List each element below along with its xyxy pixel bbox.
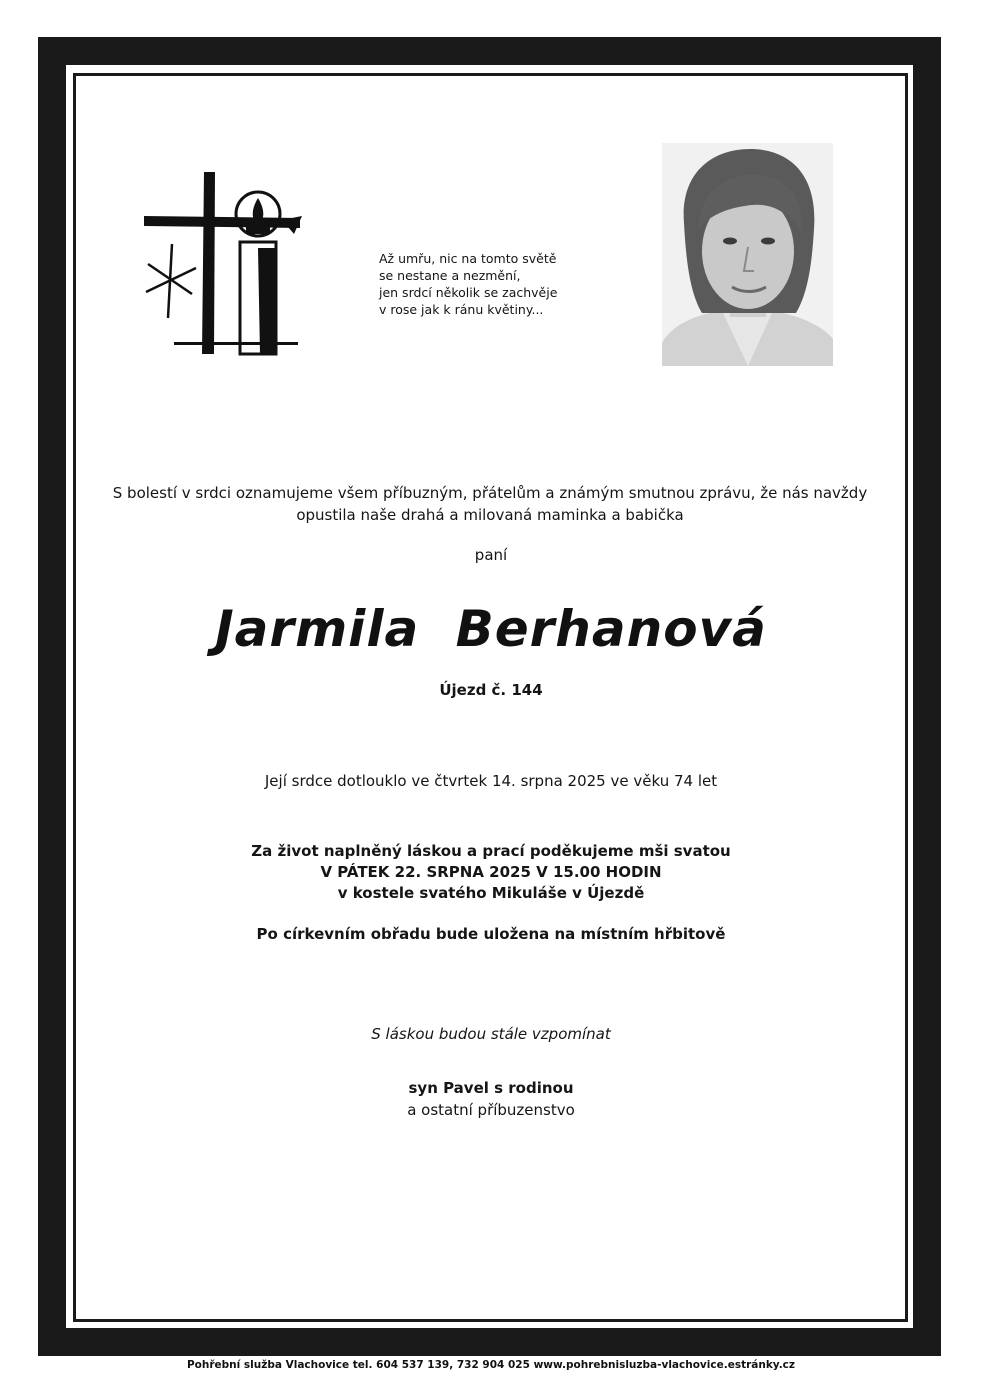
funeral-line: Za život naplněný láskou a prací poděkujeme mši svatou [251, 842, 731, 860]
funeral-line: V PÁTEK 22. SRPNA 2025 V 15.00 HODIN [320, 863, 662, 881]
portrait-photo [662, 143, 833, 366]
remembrance-line: S láskou budou stále vzpomínat [371, 1025, 611, 1043]
funeral-service-footer: Pohřební služba Vlachovice tel. 604 537 139, 732 904 025 www.pohrebnisluzba-vlachovice.estránky.cz [186, 1359, 796, 1371]
poem [379, 250, 639, 318]
family-signature [0, 1077, 982, 1121]
family-line: syn Pavel s rodinou [408, 1079, 574, 1097]
salutation: paní [474, 546, 508, 564]
burial-info: Po církevním obřadu bude uložena na místním hřbitově [256, 925, 726, 943]
family-line: a ostatní příbuzenstvo [407, 1101, 575, 1119]
deceased-address: Újezd č. 144 [439, 681, 543, 699]
announcement [100, 482, 880, 526]
deceased-name: Jarmila Berhanová [215, 600, 767, 658]
announcement-line: S bolestí v srdci oznamujeme všem příbuzným, přátelům a známým smutnou zprávu, že nás navždy [112, 484, 868, 502]
poem-line: v rose jak k ránu květiny... [379, 302, 544, 317]
death-notice: Její srdce dotlouklo ve čtvrtek 14. srpna 2025 ve věku 74 let [264, 772, 718, 790]
cross-candle-icon [142, 168, 304, 356]
poem-line: Až umřu, nic na tomto světě [379, 251, 557, 266]
poem-line: jen srdcí několik se zachvěje [379, 285, 558, 300]
funeral-info [0, 841, 982, 904]
poem-line: se nestane a nezmění, [379, 268, 521, 283]
announcement-line: opustila naše drahá a milovaná maminka a babička [296, 506, 684, 524]
funeral-line: v kostele svatého Mikuláše v Újezdě [337, 884, 645, 902]
